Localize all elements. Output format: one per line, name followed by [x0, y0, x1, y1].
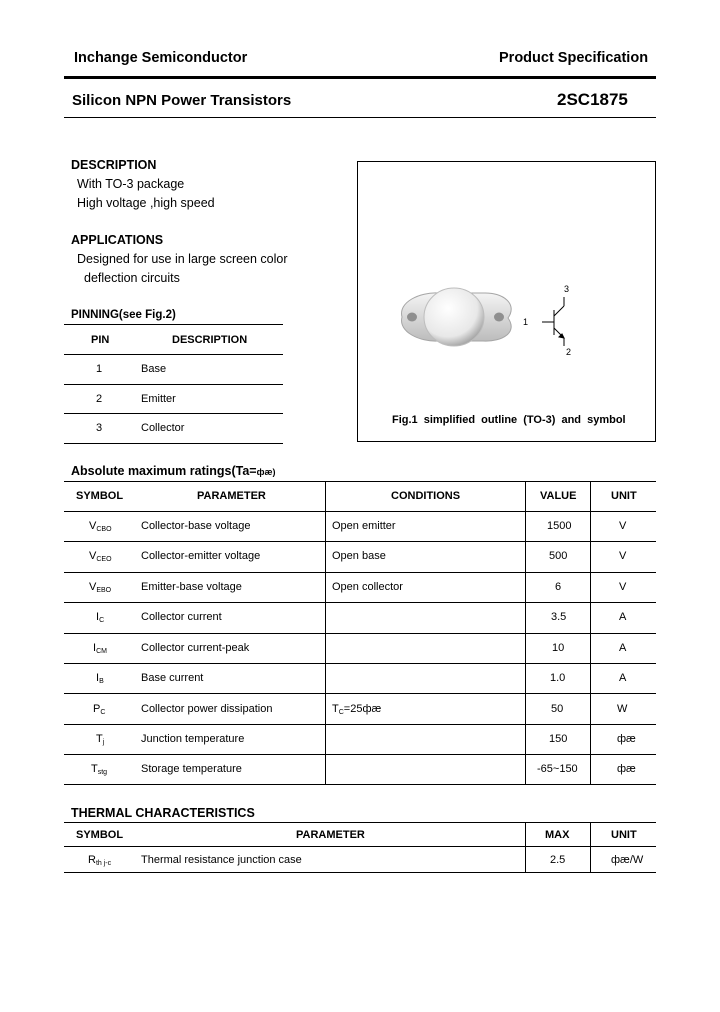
- rating-condition: Open emitter: [332, 520, 396, 532]
- header-rule: [64, 76, 656, 79]
- description-item: With TO-3 package: [77, 177, 185, 191]
- rating-condition: Open base: [332, 550, 386, 562]
- rating-value: 10: [552, 642, 565, 654]
- rating-symbol: $I_B$: [96, 672, 104, 685]
- part-number: 2SC1875: [557, 90, 628, 109]
- pin-description: Base: [141, 363, 167, 375]
- rating-parameter: Collector-base voltage: [141, 520, 251, 532]
- npn-transistor-symbol-icon: [542, 297, 564, 346]
- table-column-divider: [590, 822, 591, 872]
- thermal-symbol: $R_{th j-c}$: [88, 854, 112, 867]
- rating-unit: фæ: [617, 763, 636, 775]
- table-rule: [64, 633, 656, 634]
- table-column-divider: [525, 822, 526, 872]
- pin-number: 2: [96, 393, 103, 405]
- table-rule: [64, 822, 656, 823]
- figure-box: [357, 161, 656, 442]
- table-column-divider: [590, 481, 591, 784]
- table-rule: [64, 481, 656, 482]
- thermal-max: 2.5: [550, 854, 566, 866]
- table-rule: [64, 511, 656, 512]
- rating-parameter: Emitter-base voltage: [141, 581, 242, 593]
- rating-parameter: Storage temperature: [141, 763, 242, 775]
- table-rule: [64, 572, 656, 573]
- pin-description: Collector: [141, 422, 185, 434]
- rating-unit: A: [619, 611, 627, 623]
- table-rule: [64, 602, 656, 603]
- thermal-col-symbol: SYMBOL: [76, 829, 124, 841]
- table-rule: [64, 724, 656, 725]
- rating-symbol: $P_C$: [93, 703, 106, 716]
- rating-parameter: Base current: [141, 672, 204, 684]
- company-name: Inchange Semiconductor: [74, 50, 248, 66]
- pinning-col-description: DESCRIPTION: [172, 334, 248, 346]
- thermal-unit: фæ/W: [611, 854, 644, 866]
- applications-item: Designed for use in large screen color: [77, 252, 288, 266]
- table-column-divider: [525, 481, 526, 784]
- figure-caption: Fig.1 simplified outline (TO-3) and symbol: [392, 414, 626, 426]
- thermal-heading: THERMAL CHARACTERISTICS: [71, 806, 255, 820]
- pin-number: 3: [96, 422, 103, 434]
- table-rule: [64, 663, 656, 664]
- col-unit: UNIT: [611, 490, 637, 502]
- rating-unit: V: [619, 581, 627, 593]
- product-line-title: Silicon NPN Power Transistors: [72, 92, 292, 109]
- thermal-col-max: MAX: [545, 829, 570, 841]
- rating-symbol: $V_{EBO}$: [89, 581, 112, 594]
- title-rule: [64, 117, 656, 118]
- thermal-parameter: Thermal resistance junction case: [141, 854, 302, 866]
- abs-max-heading: Absolute maximum ratings(Ta=фæ): [71, 464, 276, 478]
- rating-unit: A: [619, 672, 627, 684]
- symbol-pin-label: 3: [564, 284, 570, 294]
- rating-symbol: $T_{stg}$: [91, 763, 108, 776]
- pinning-heading: PINNING(see Fig.2): [71, 309, 176, 321]
- document-type: Product Specification: [499, 50, 649, 66]
- pinning-rule: [64, 443, 283, 444]
- rating-value: 500: [549, 550, 568, 562]
- rating-parameter: Collector current: [141, 611, 222, 623]
- symbol-pin-label: 1: [523, 317, 529, 327]
- rating-unit: V: [619, 550, 627, 562]
- table-rule: [64, 872, 656, 873]
- thermal-col-parameter: PARAMETER: [296, 829, 365, 841]
- pin-number: 1: [96, 363, 103, 375]
- pinning-rule: [64, 413, 283, 414]
- pinning-rule: [64, 384, 283, 385]
- to3-package-and-symbol: [358, 162, 655, 441]
- table-rule: [64, 693, 656, 694]
- rating-unit: A: [619, 642, 627, 654]
- table-rule: [64, 784, 656, 785]
- rating-unit: V: [619, 520, 627, 532]
- rating-unit: фæ: [617, 733, 636, 745]
- rating-parameter: Junction temperature: [141, 733, 245, 745]
- pinning-col-pin: PIN: [91, 334, 110, 346]
- description-item: High voltage ,high speed: [77, 196, 215, 210]
- rating-unit: W: [617, 703, 628, 715]
- col-parameter: PARAMETER: [197, 490, 266, 502]
- col-value: VALUE: [540, 490, 577, 502]
- rating-condition: $T_C=25фæ$: [332, 703, 382, 716]
- to3-package-icon: [402, 288, 512, 346]
- pinning-rule: [64, 324, 283, 325]
- rating-symbol: $I_{CM}$: [93, 642, 107, 655]
- thermal-col-unit: UNIT: [611, 829, 637, 841]
- rating-parameter: Collector-emitter voltage: [141, 550, 261, 562]
- col-symbol: SYMBOL: [76, 490, 124, 502]
- rating-symbol: $T_j$: [96, 733, 105, 746]
- rating-parameter: Collector power dissipation: [141, 703, 273, 715]
- pin-description: Emitter: [141, 393, 176, 405]
- rating-parameter: Collector current-peak: [141, 642, 250, 654]
- applications-item-continued: deflection circuits: [84, 271, 180, 285]
- rating-value: 1500: [547, 520, 572, 532]
- rating-value: 150: [549, 733, 568, 745]
- table-rule: [64, 541, 656, 542]
- col-conditions: CONDITIONS: [391, 490, 461, 502]
- rating-value: 50: [551, 703, 564, 715]
- pinning-rule: [64, 354, 283, 355]
- rating-value: 6: [555, 581, 562, 593]
- table-column-divider: [325, 481, 326, 784]
- rating-value: 3.5: [551, 611, 567, 623]
- applications-heading: APPLICATIONS: [71, 233, 164, 247]
- rating-value: -65~150: [537, 763, 578, 775]
- symbol-pin-label: 2: [566, 347, 572, 357]
- rating-value: 1.0: [550, 672, 566, 684]
- table-rule: [64, 846, 656, 847]
- rating-symbol: $I_C$: [96, 611, 105, 624]
- rating-symbol: $V_{CBO}$: [89, 520, 112, 533]
- rating-condition: Open collector: [332, 581, 403, 593]
- table-rule: [64, 754, 656, 755]
- rating-symbol: $V_{CEO}$: [89, 550, 112, 563]
- description-heading: DESCRIPTION: [71, 158, 157, 172]
